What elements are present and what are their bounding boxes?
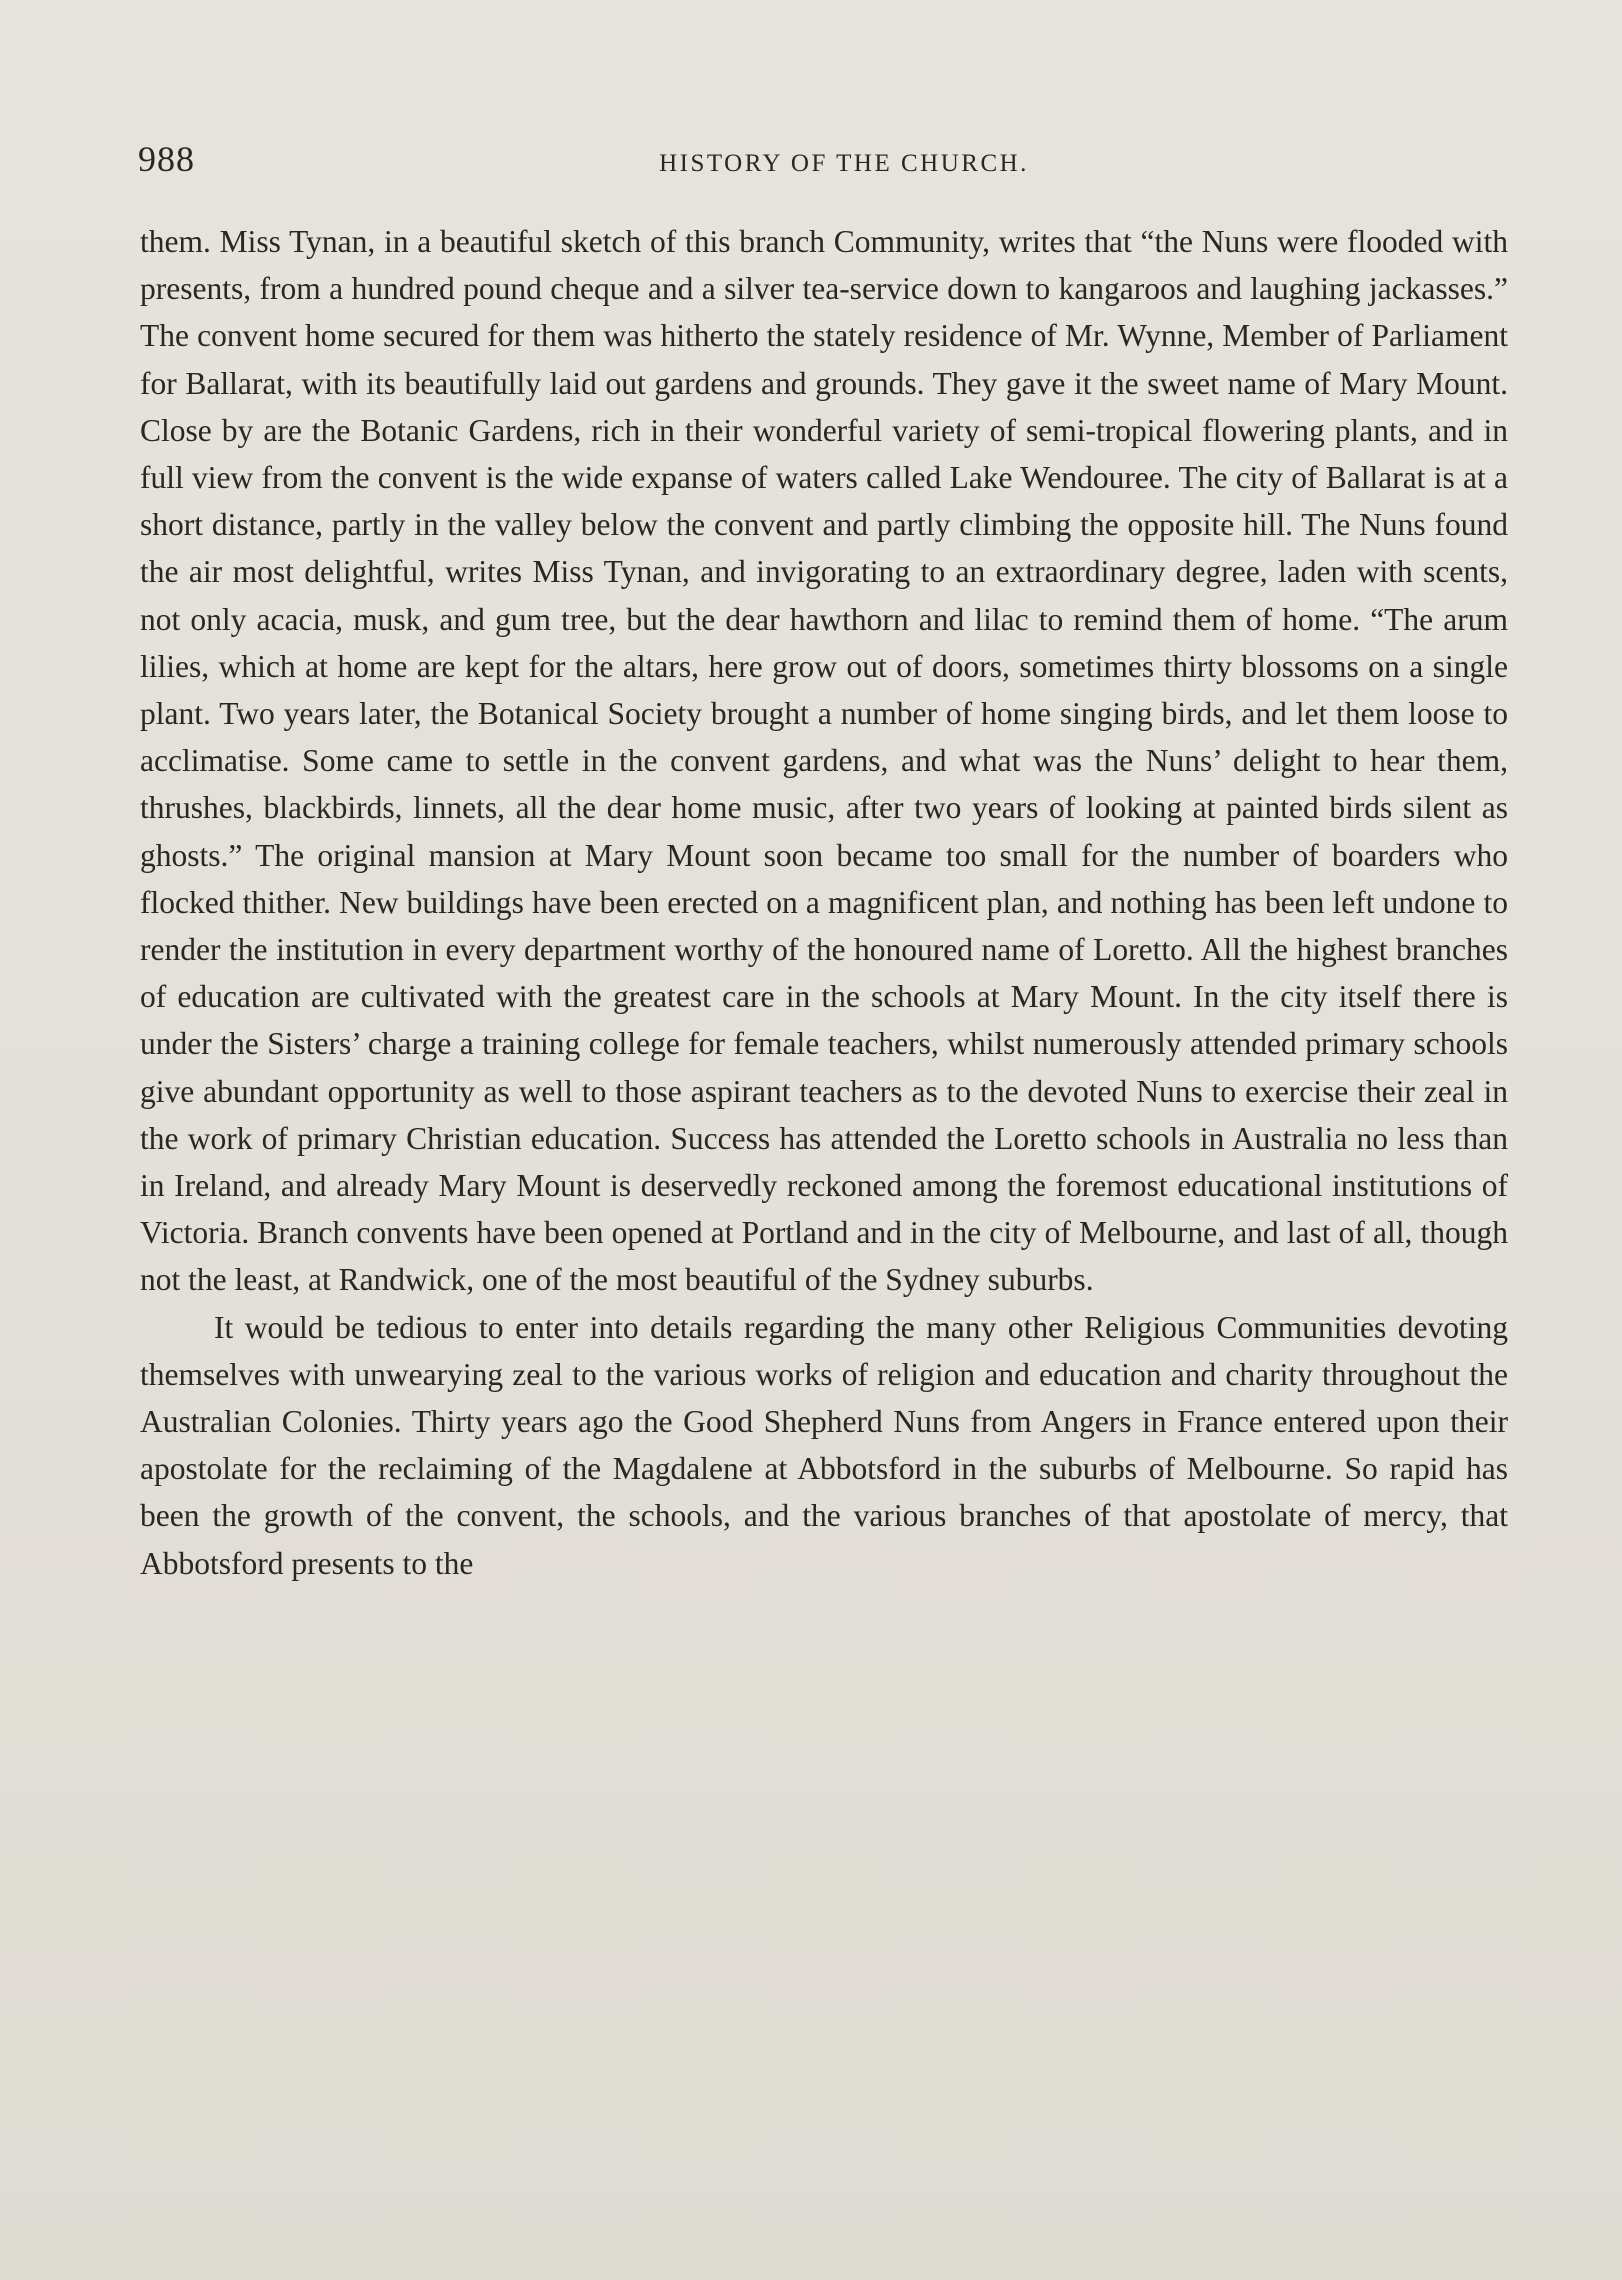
paragraph-2: It would be tedious to enter into details regarding the many other Religious Communities devoting themselves with unwearying zeal to the various works of religion and education and charity throughout the Australian Colonies. Thirty years ago the Good Shepherd Nuns from Angers in France entered upon their apostolate for the reclaiming of the Magdalene at Abbotsford in the suburbs of Melbourne. So rapid has been the growth of the convent, the schools, and the various branches of that apostolate of mercy, that Abbotsford presents to the xyxy=(140,1309,1508,1581)
paragraph-1: them. Miss Tynan, in a beautiful sketch of this branch Community, writes that “the Nuns were flooded with presents, from a hundred pound cheque and a silver tea-service down to kangaroos and laughing jackasses.” The convent home secured for them was hitherto the stately residence of Mr. Wynne, Member of Parliament for Ballarat, with its beautifully laid out gardens and grounds. They gave it the sweet name of Mary Mount. Close by are the Botanic Gardens, rich in their wonderful variety of semi-tropical flowering plants, and in full view from the convent is the wide expanse of waters called Lake Wendouree. The city of Ballarat is at a short distance, partly in the valley below the convent and partly climbing the opposite hill. The Nuns found the air most delightful, writes Miss Tynan, and invigorating to an extraordinary degree, laden with scents, not only acacia, musk, and gum tree, but the dear hawthorn and lilac to remind them of home. “The arum lilies, which at home are kept for the altars, here grow out of doors, sometimes thirty blossoms on a single plant. Two years later, the Botanical Society brought a number of home singing birds, and let them loose to acclimatise. Some came to settle in the convent gardens, and what was the Nuns’ delight to hear them, thrushes, blackbirds, linnets, all the dear home music, after two years of looking at painted birds silent as ghosts.” The original mansion at Mary Mount soon became too small for the number of boarders who flocked thither. New buildings have been erected on a magnificent plan, and nothing has been left undone to render the institution in every department worthy of the honoured name of Loretto. All the highest branches of education are cultivated with the greatest care in the schools at Mary Mount. In the city itself there is under the Sisters’ charge a training college for female teachers, whilst numerously attended primary schools give abundant opportunity as well to those aspirant teachers as to the devoted Nuns to exercise their zeal in the work of primary Christian education. Success has attended the Loretto schools in Australia no less than in Ireland, and already Mary Mount is deservedly reckoned among the foremost educational institutions of Victoria. Branch convents have been opened at Portland and in the city of Melbourne, and last of all, though not the least, at Randwick, one of the most beautiful of the Sydney suburbs. xyxy=(140,224,1508,1298)
running-head: HISTORY OF THE CHURCH. xyxy=(659,150,1029,177)
page-number: 988 xyxy=(138,139,195,179)
body-text xyxy=(140,218,1508,1587)
page-header xyxy=(138,138,1510,188)
